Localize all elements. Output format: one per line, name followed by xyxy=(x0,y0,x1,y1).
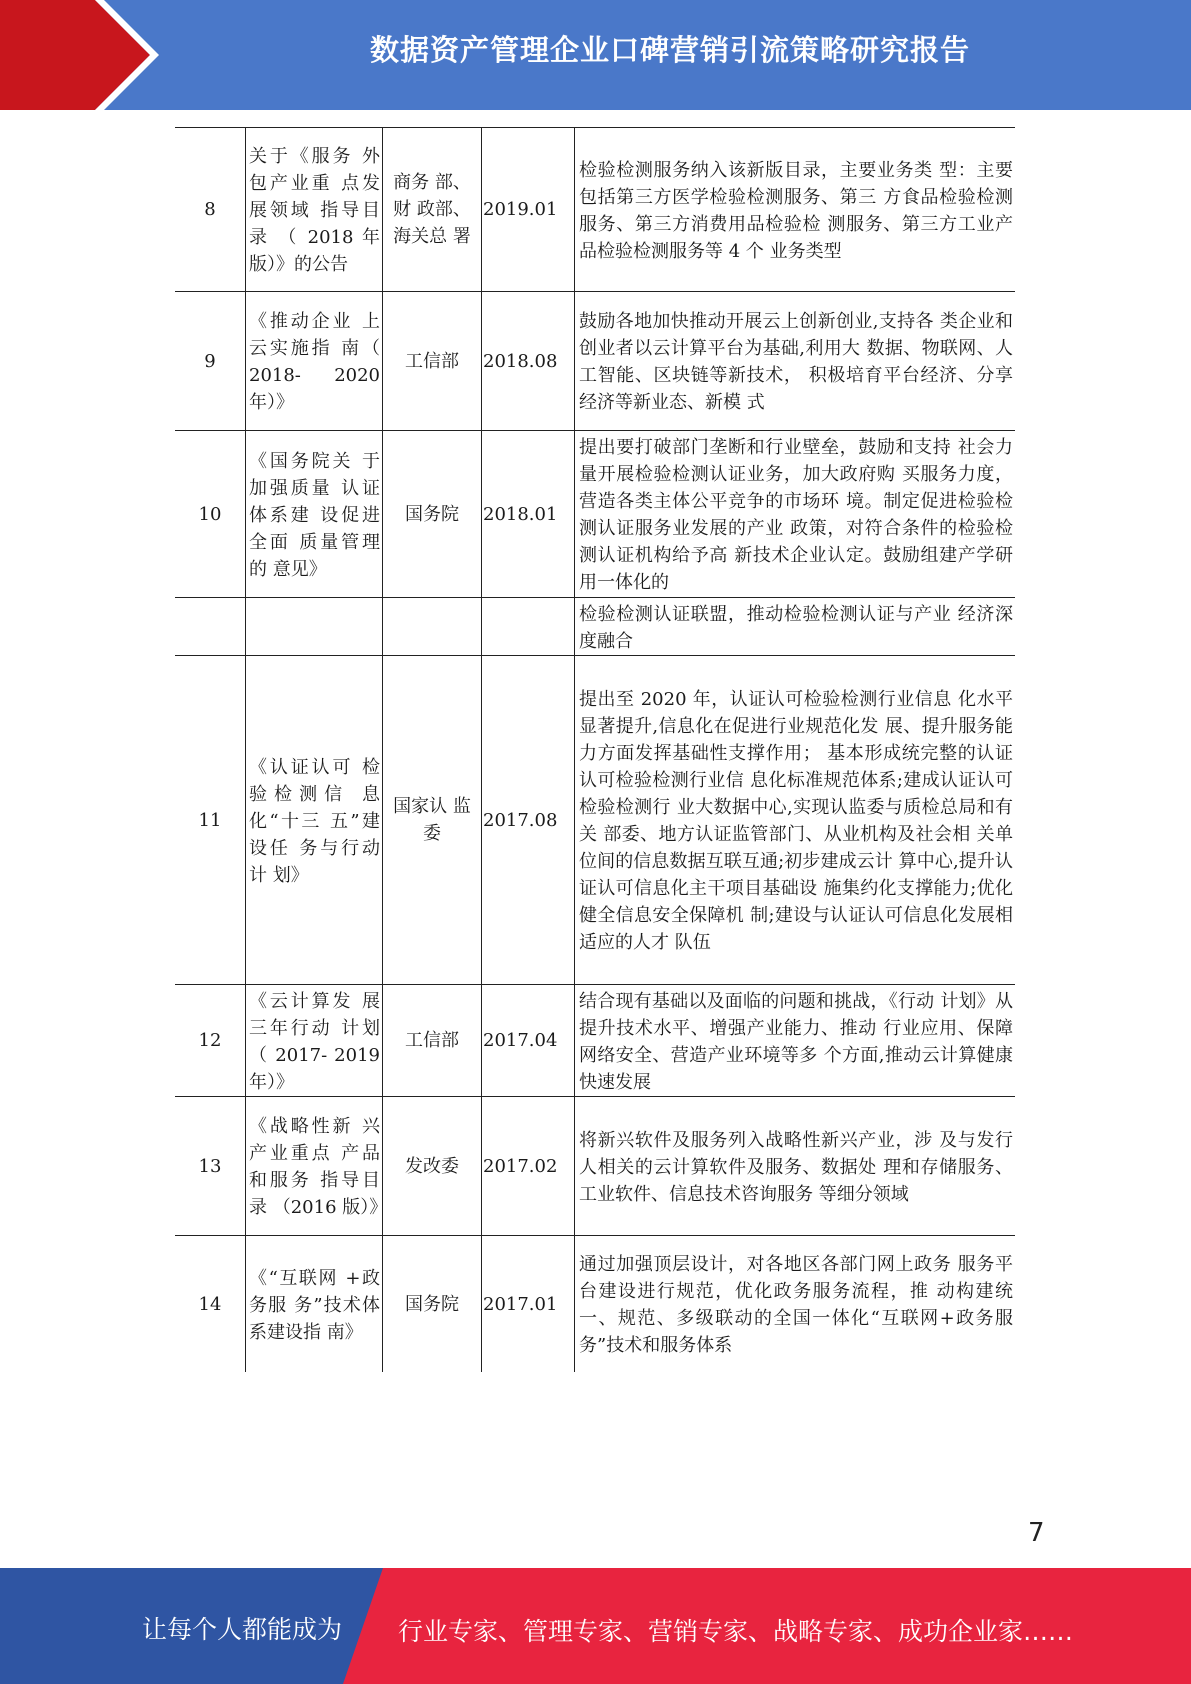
issue-date: 2018.08 xyxy=(481,292,574,430)
issuing-department: 发改委 xyxy=(382,1097,481,1235)
policy-name: 《“互联网 +政务服 务”技术体 系建设指 南》 xyxy=(245,1236,382,1372)
policy-name: 《认证认可 检验检测信 息化“十三 五”建设任 务与行动计 划》 xyxy=(245,656,382,984)
policy-content: 检验检测认证联盟，推动检验检测认证与产业 经济深度融合 xyxy=(574,598,1015,655)
table-row xyxy=(175,291,1015,430)
policy-content: 鼓励各地加快推动开展云上创新创业,支持各 类企业和创业者以云计算平台为基础,利用大 数据、物联网、人工智能、区块链等新技术， 积极培育平台经济、分享经济等新业态、新模 式 xyxy=(574,292,1015,430)
row-number: 8 xyxy=(204,199,216,220)
policy-content: 提出要打破部门垄断和行业壁垒，鼓励和支持 社会力量开展检验检测认证业务，加大政府购 买服务力度，营造各类主体公平竞争的市场环 境。制定促进检验检测认证服务业发展的产业 政策，对符合条件的检验检测认证机构给予高 新技术企业认定。鼓励组建产学研用一体化的 xyxy=(574,431,1015,597)
issue-date: 2017.04 xyxy=(481,985,574,1096)
issuing-department: 国务院 xyxy=(382,431,481,597)
issuing-department: 工信部 xyxy=(382,292,481,430)
row-number: 9 xyxy=(204,350,216,372)
issue-date: 2019.01 xyxy=(481,128,574,291)
table-row xyxy=(175,430,1015,597)
row-number: 10 xyxy=(198,503,222,525)
policy-name: 《战略性新 兴产业重点 产品和服务 指导目录 （2016 版）》 xyxy=(245,1097,382,1235)
footer-slogan-right: 行业专家、管理专家、营销专家、战略专家、成功企业家…… xyxy=(398,1617,1074,1646)
policy-table xyxy=(175,127,1015,1372)
page-footer xyxy=(0,1568,1191,1684)
table-row xyxy=(175,1096,1015,1235)
policy-name: 《推动企业 上云实施指 南（ 2018- 2020 年）》 xyxy=(245,292,382,430)
row-number: 14 xyxy=(198,1293,222,1315)
report-title: 数据资产管理企业口碑营销引流策略研究报告 xyxy=(369,33,970,67)
table-row xyxy=(175,984,1015,1096)
issue-date: 2017.02 xyxy=(481,1097,574,1235)
policy-name: 《国务院关 于加强质量 认证体系建 设促进全面 质量管理的 意见》 xyxy=(245,431,382,597)
policy-name xyxy=(245,598,382,655)
issuing-department: 商务 部、财 政部、海关总 署 xyxy=(382,128,481,291)
policy-content: 通过加强顶层设计，对各地区各部门网上政务 服务平台建设进行规范，优化政务服务流程，推 动构建统一、规范、多级联动的全国一体化“互联网+政务服务”技术和服务体系 xyxy=(574,1236,1015,1372)
policy-name: 《云计算发 展三年行动 计划（ 2017- 2019 年）》 xyxy=(245,985,382,1096)
table-row xyxy=(175,127,1015,291)
page-header xyxy=(0,0,1191,110)
issuing-department xyxy=(382,598,481,655)
policy-content: 结合现有基础以及面临的问题和挑战，《行动 计划》从提升技术水平、增强产业能力、推动 行业应用、保障网络安全、营造产业环境等多 个方面,推动云计算健康快速发展 xyxy=(574,985,1015,1096)
issue-date xyxy=(481,598,574,655)
issuing-department: 国务院 xyxy=(382,1236,481,1372)
issuing-department: 工信部 xyxy=(382,985,481,1096)
issuing-department: 国家认 监委 xyxy=(382,656,481,984)
policy-name: 关于《服务 外包产业重 点发展领域 指导目录 （ 2018 年 版）》的公告 xyxy=(245,128,382,291)
row-number: 13 xyxy=(198,1155,222,1177)
row-number: 11 xyxy=(198,809,222,831)
table-row xyxy=(175,597,1015,655)
table-row xyxy=(175,655,1015,984)
policy-content: 提出至 2020 年，认证认可检验检测行业信息 化水平显著提升,信息化在促进行业规范化发 展、提升服务能力方面发挥基础性支撑作用； 基本形成统完整的认证认可检验检测行业信 息化标准规范体系;建成认证认可检验检测行 业大数据中心,实现认监委与质检总局和有关 部委、地方认证监管部门、从业机构及社会相 关单位间的信息数据互联互通;初步建成云计 算中心,提升认证认可信息化主干项目基础设 施集约化支撑能力;优化健全信息安全保障机 制;建设与认证认可信息化发展相适应的人才 队伍 xyxy=(574,656,1015,984)
issue-date: 2017.01 xyxy=(481,1236,574,1372)
policy-content: 检验检测服务纳入该新版目录，主要业务类 型：主要包括第三方医学检验检测服务、第三 方食品检验检测服务、第三方消费用品检验检 测服务、第三方工业产品检验检测服务等 4 个 业务类型 xyxy=(574,128,1015,291)
row-number: 12 xyxy=(198,1030,222,1051)
policy-content: 将新兴软件及服务列入战略性新兴产业，涉 及与发行人相关的云计算软件及服务、数据处 理和存储服务、工业软件、信息技术咨询服务 等细分领域 xyxy=(574,1097,1015,1235)
page-number: 7 xyxy=(1028,1518,1045,1548)
row-number xyxy=(175,598,245,655)
footer-slogan-left: 让每个人都能成为 xyxy=(142,1615,343,1644)
table-row xyxy=(175,1235,1015,1372)
issue-date: 2018.01 xyxy=(481,431,574,597)
issue-date: 2017.08 xyxy=(481,656,574,984)
